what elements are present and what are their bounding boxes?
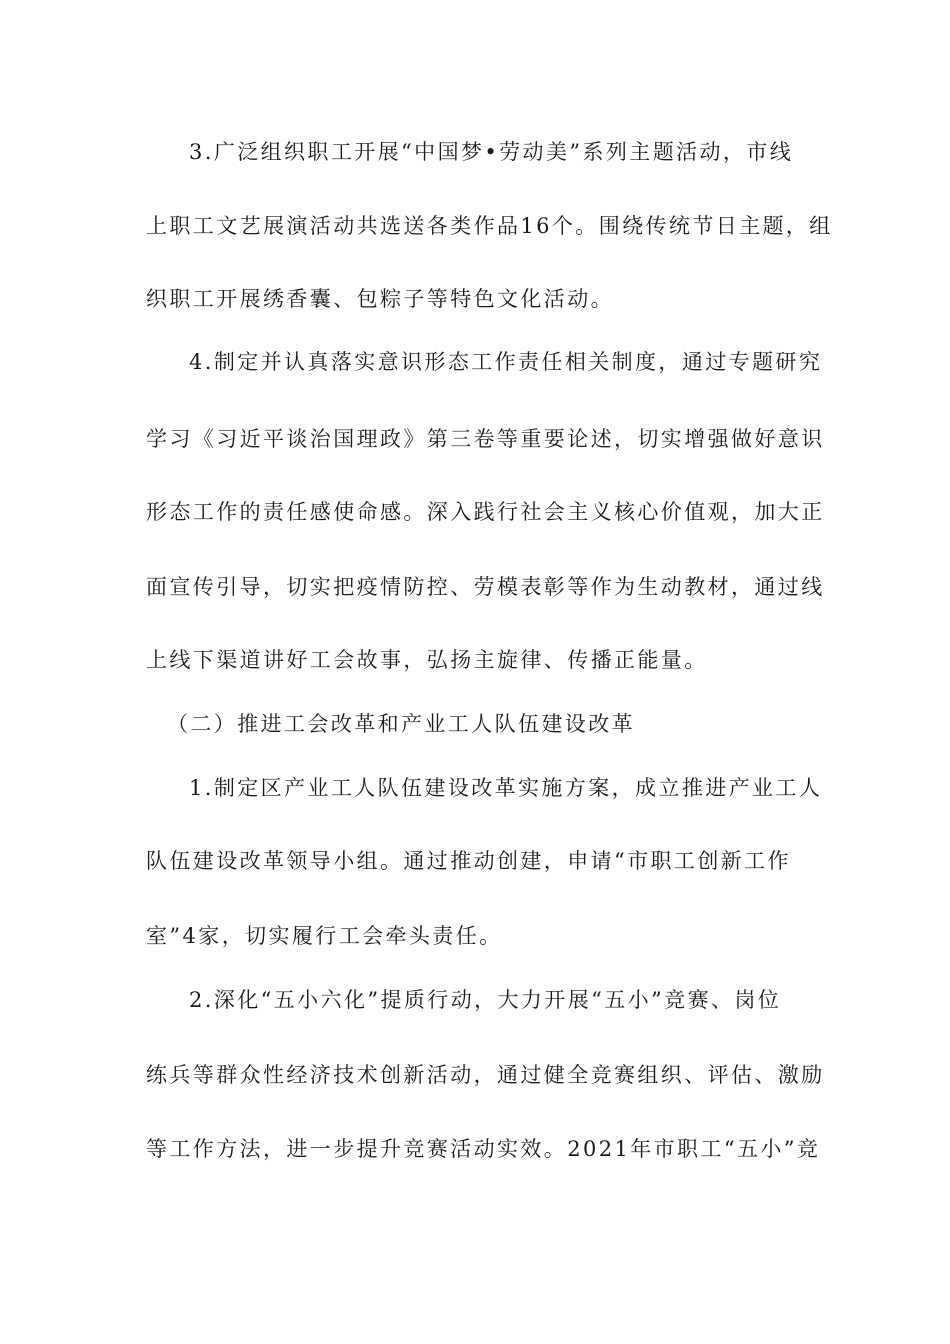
paragraph-3-line-3: 织职工开展绣香囊、包粽子等特色文化活动。 — [146, 287, 614, 311]
paragraph-4-line-2: 学习《习近平谈治国理政》第三卷等重要论述，切实增强做好意识 — [146, 427, 825, 451]
paragraph-3-line-2: 上职工文艺展演活动共选送各类作品16个。围绕传统节日主题，组 — [146, 214, 833, 238]
section-heading: （二）推进工会改革和产业工人队伍建设改革 — [167, 712, 635, 736]
section-item-2-line-2: 练兵等群众性经济技术创新活动，通过健全竞赛组织、评估、激励 — [146, 1063, 825, 1087]
section-item-1-line-3: 室”4家，切实履行工会牵头责任。 — [146, 924, 503, 948]
section-item-1-line-1: 1.制定区产业工人队伍建设改革实施方案，成立推进产业工人 — [189, 776, 823, 800]
paragraph-3-line-1: 3.广泛组织职工开展“中国梦•劳动美”系列主题活动，市线 — [189, 140, 794, 164]
paragraph-4-line-1: 4.制定并认真落实意识形态工作责任相关制度，通过专题研究 — [189, 350, 823, 374]
paragraph-4-line-4: 面宣传引导，切实把疫情防控、劳模表彰等作为生动教材，通过线 — [146, 575, 825, 599]
paragraph-4-line-3: 形态工作的责任感使命感。深入践行社会主义核心价值观，加大正 — [146, 500, 825, 524]
section-item-2-line-3: 等工作方法，进一步提升竞赛活动实效。2021年市职工“五小”竞 — [146, 1137, 821, 1161]
section-item-2-line-1: 2.深化“五小六化”提质行动，大力开展“五小”竞赛、岗位 — [189, 988, 782, 1012]
paragraph-4-line-5: 上线下渠道讲好工会故事，弘扬主旋律、传播正能量。 — [146, 648, 708, 672]
section-item-1-line-2: 队伍建设改革领导小组。通过推动创建，申请“市职工创新工作 — [146, 849, 791, 873]
